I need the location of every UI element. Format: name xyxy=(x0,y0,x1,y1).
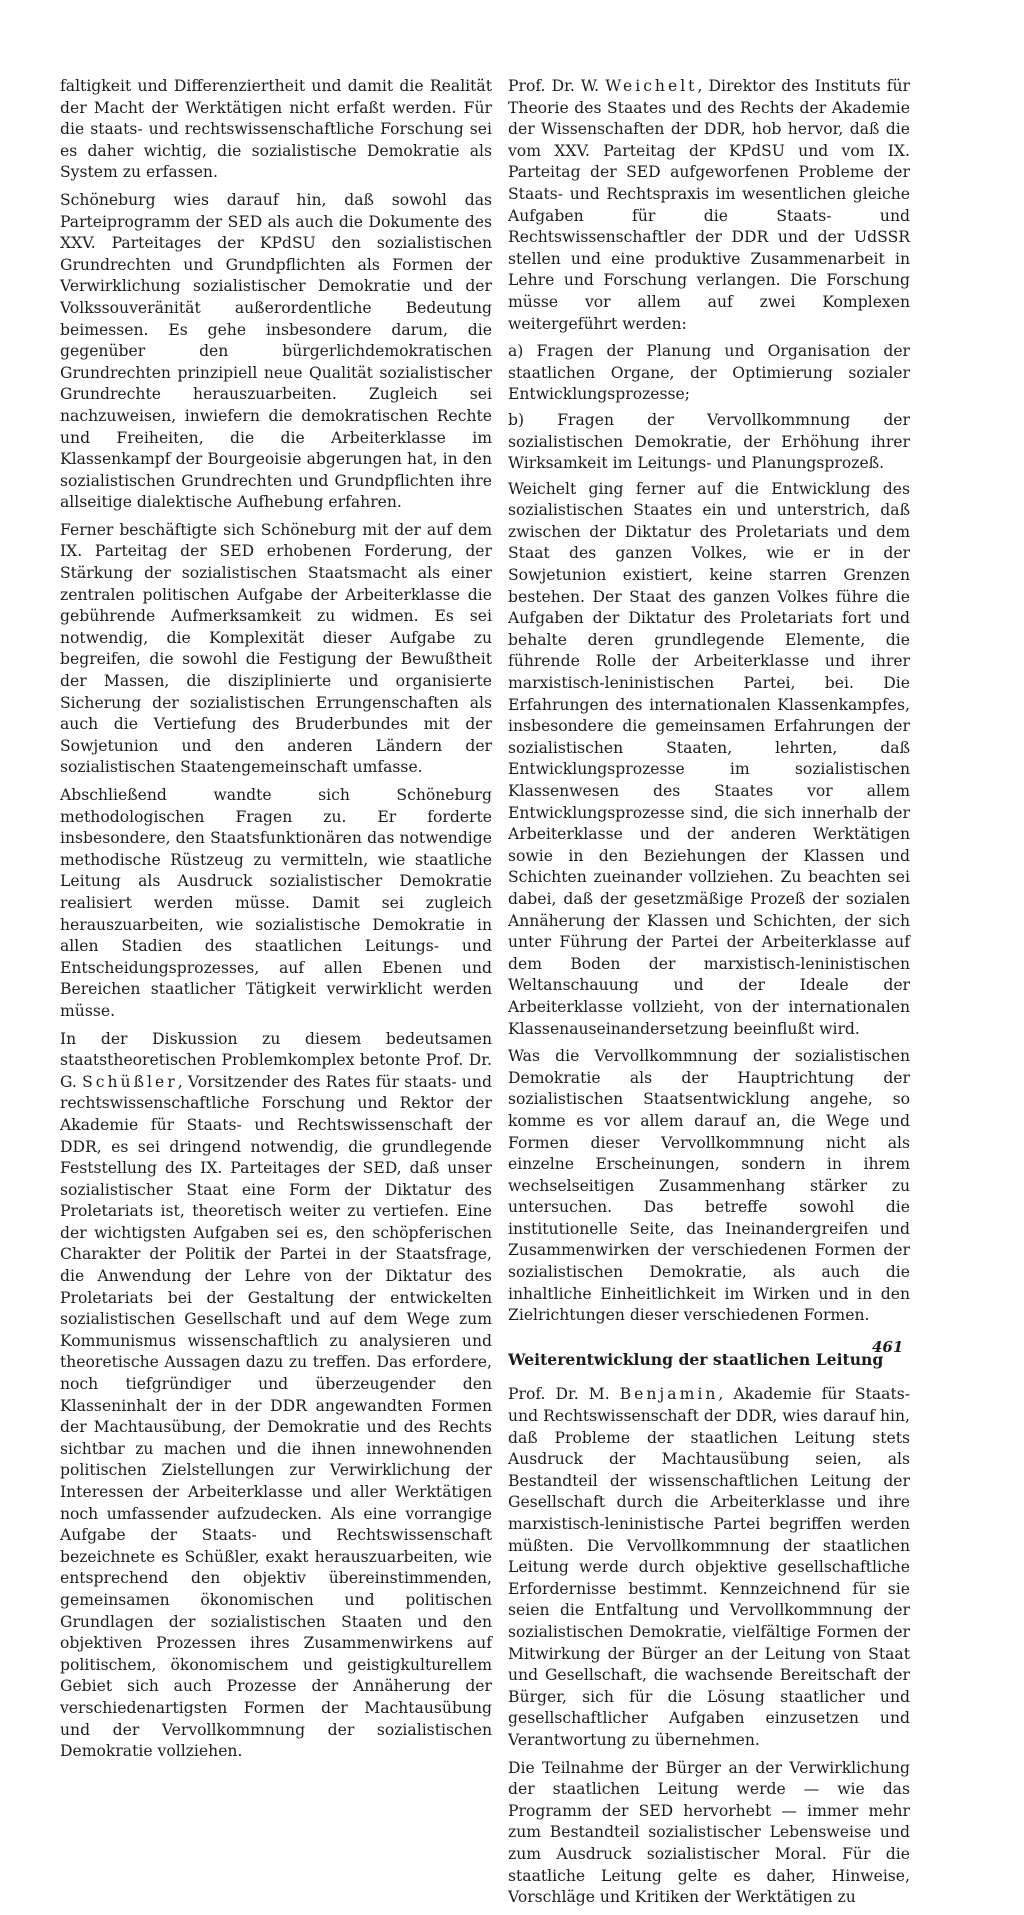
paragraph: Was die Vervollkommnung der sozialistischen Demokratie als der Hauptrichtung der sozialistischen Staatsentwicklung angehe, so komme es vor allem darauf an, die Wege und Formen dieser Vervollkommnung nicht als einzelne Erscheinungen, sondern in ihrem wechselseitigen Zusammenhang stärker zu untersuchen. Das betreffe sowohl die institutionelle Seite, das Ineinandergreifen und Zusammenwirken der verschiedenen Formen der sozialistischen Demokratie, als auch die inhaltliche Einheitlichkeit im Wirken und in den Zielrichtungen dieser verschiedenen Formen. xyxy=(508,1047,910,1325)
paragraph xyxy=(60,1029,492,1763)
person-name: Weichelt xyxy=(605,77,698,95)
paragraph: Die Teilnahme der Bürger an der Verwirklichung der staatlichen Leitung werde — wie das Programm der SED hervorhebt — immer mehr zum Bestandteil sozialistischer Lebensweise und zum Ausdruck sozialistischer Moral. Für die staatliche Leitung gelte es daher, Hinweise, Vorschläge und Kritiken der Werktätigen zu xyxy=(508,1758,910,1907)
paragraph-text: In der Diskussion zu diesem bedeutsamen staatstheoretischen Problemkomplex betonte Prof. Dr. G. xyxy=(60,1029,492,1091)
paragraph-text: , Vorsitzender des Rates für staats- und rechtswissenschaftliche Forschung und Rektor der Akademie für Staats- und Rechtswissenschaft der DDR, es sei dringend notwendig, die grundlegende Feststellung des IX. Parteitages der SED, daß unser sozialistischer Staat eine Form der Diktatur des Proletariats ist, theoretisch weiter zu vertiefen. Eine der wichtigsten Aufgaben sei es, den schöpferischen Charakter der Politik der Partei in der Staatsfrage, die Anwendung der Lehre von der Diktatur des Proletariats bei der Gestaltung der entwickelten sozialistischen Gesellschaft und auf dem Wege zum Kommunismus wissenschaftlich zu analysieren und theoretische Aussagen dazu zu treffen. Das erfordere, noch tiefgründiger und überzeugender den Klasseninhalt der in der DDR angewandten Formen der Machtausübung, der Demokratie und des Rechts sichtbar zu machen und die ihnen innewohnenden politischen Zielstellungen zur Verwirklichung der Interessen der Arbeiterklasse und aller Werktätigen noch umfassender aufzudecken. Als eine vorrangige Aufgabe der Staats- und Rechtswissenschaft bezeichnete es Schüßler, exakt herauszuarbeiten, wie entsprechend den objektiv übereinstimmenden, gemeinsamen ökonomischen und politischen Grundlagen der sozialistischen Staaten und den objektiven Prozessen ihres Zusammenwirkens auf politischem, ökonomischem und geistigkulturellem Gebiet sich auch Prozesse der Annäherung der verschiedenartigsten Formen der Machtausübung und der Vervollkommnung der sozialistischen Demokratie vollziehen. xyxy=(60,1072,492,1761)
list-item: a) Fragen der Planung und Organisation der staatlichen Organe, der Optimierung sozialer Entwicklungsprozesse; xyxy=(508,342,910,404)
paragraph: Abschließend wandte sich Schöneburg methodologischen Fragen zu. Er forderte insbesondere, den Staatsfunktionären das notwendige methodische Rüstzeug zu vermitteln, wie staatliche Leitung als Ausdruck sozialistischer Demokratie realisiert werden müsse. Damit sei zugleich herauszuarbeiten, wie sozialistische Demokratie in allen Stadien des staatlichen Leitungs- und Entscheidungsprozesses, auf allen Ebenen und Bereichen staatlicher Tätigkeit verwirklicht werden müsse. xyxy=(60,786,492,1020)
paragraph: Weichelt ging ferner auf die Entwicklung des sozialistischen Staates ein und unterstrich, daß zwischen der Diktatur des Proletariats und dem Staat des ganzen Volkes, wie er in der Sowjetunion existiert, keine starren Grenzen bestehen. Der Staat des ganzen Volkes führe die Aufgaben der Diktatur des Proletariats fort und behalte deren grundlegende Elemente, die führende Rolle der Arbeiterklasse und ihrer marxistisch-leninistischen Partei, bei. Die Erfahrungen des internationalen Klassenkampfes, insbesondere die gemeinsamen Erfahrungen der sozialistischen Staaten, lehrten, daß Entwicklungsprozesse im sozialistischen Klassenwesen des Staates vor allem Entwicklungsprozesse sind, die sich innerhalb der Arbeiterklasse und der anderen Werktätigen sowie in den Beziehungen der Klassen und Schichten zueinander vollziehen. Zu beachten sei dabei, daß der gesetzmäßige Prozeß der sozialen Annäherung der Klassen und Schichten, der sich unter Führung der Partei der Arbeiterklasse auf dem Boden der marxistisch-leninistischen Weltanschauung und der Ideale der Arbeiterklasse vollzieht, von der internationalen Klassenauseinandersetzung beeinflußt wird. xyxy=(508,479,910,1038)
page-number: 461 xyxy=(872,1338,904,1356)
section-heading: Weiterentwicklung der staatlichen Leitung xyxy=(508,1349,884,1369)
paragraph: Schöneburg wies darauf hin, daß sowohl das Parteiprogramm der SED als auch die Dokumente des XXV. Parteitages der KPdSU den sozialistischen Grundrechten und Grundpflichten als Formen der Verwirklichung sozialistischer Demokratie und der Volkssouveränität außerordentliche Bedeutung beimessen. Es gehe insbesondere darum, die gegenüber den bürgerlichdemokratischen Grundrechten prinzipiell neue Qualität sozialistischer Grundrechte herauszuarbeiten. Zugleich sei nachzuweisen, inwiefern die demokratischen Rechte und Freiheiten, die die Arbeiterklasse im Klassenkampf der Bourgeoisie abgerungen hat, in den sozialistischen Grundrechten und Grundpflichten ihre allseitige dialektische Aufhebung erfahren. xyxy=(60,190,492,512)
paragraph-text: Prof. Dr. W. xyxy=(508,77,606,95)
person-name: Schüßler xyxy=(82,1072,178,1091)
right-column xyxy=(508,76,910,1915)
paragraph: faltigkeit und Differenziertheit und damit die Realität der Macht der Werktätigen nicht erfaßt werden. Für die staats- und rechtswissenschaftliche Forschung sei es daher wichtig, die sozialistische Demokratie als System zu erfassen. xyxy=(60,77,492,182)
paragraph xyxy=(508,1384,910,1751)
paragraph-text: , Direktor des Instituts für Theorie des Staates und des Rechts der Akademie der Wissenschaften der DDR, hob hervor, daß die vom XXV. Parteitag der KPdSU und vom IX. Parteitag der SED aufgeworfenen Probleme der Staats- und Rechtspraxis im wesentlichen gleiche Aufgaben für die Staats- und Rechtswissenschaftler der DDR und der UdSSR stellen und eine produktive Zusammenarbeit in Lehre und Forschung verlangen. Die Forschung müsse vor allem auf zwei Komplexen weitergeführt werden: xyxy=(508,77,910,333)
left-column xyxy=(60,76,492,1769)
list-item: b) Fragen der Vervollkommnung der sozialistischen Demokratie, der Erhöhung ihrer Wirksamkeit im Leitungs- und Planungsprozeß. xyxy=(508,410,910,473)
paragraph-text: , Akademie für Staats- und Rechtswissenschaft der DDR, wies darauf hin, daß Probleme der staatlichen Leitung stets Ausdruck der Machtausübung seien, als Bestandteil der wissenschaftlichen Leitung der Gesellschaft durch die Arbeiterklasse und ihre marxistisch-leninistische Partei begriffen werden müßten. Die Vervollkommnung der staatlichen Leitung werde durch objektive gesellschaftliche Erfordernisse bestimmt. Kennzeichnend für sie seien die Entfaltung und Vervollkommnung der sozialistischen Demokratie, vielfältige Formen der Mitwirkung der Bürger an der Leitung von Staat und Gesellschaft, die wachsende Bereitschaft der Bürger, sich für die Lösung staatlicher und gesellschaftlicher Aufgaben einzusetzen und Verantwortung zu übernehmen. xyxy=(508,1385,910,1749)
paragraph-text: Prof. Dr. M. xyxy=(508,1385,620,1404)
person-name: Benjamin xyxy=(619,1385,719,1404)
paragraph xyxy=(508,76,910,335)
paragraph: Ferner beschäftigte sich Schöneburg mit der auf dem IX. Parteitag der SED erhobenen Forderung, der Stärkung der sozialistischen Staatsmacht als einer zentralen politischen Aufgabe der Arbeiterklasse die gebührende Aufmerksamkeit zu widmen. Es sei notwendig, die Komplexität dieser Aufgabe zu begreifen, die sowohl die Festigung der Bewußtheit der Massen, die disziplinierte und organisierte Sicherung der sozialistischen Errungenschaften als auch die Vertiefung des Bruderbundes mit der Sowjetunion und den anderen Ländern der sozialistischen Staatengemeinschaft umfasse. xyxy=(60,520,492,777)
